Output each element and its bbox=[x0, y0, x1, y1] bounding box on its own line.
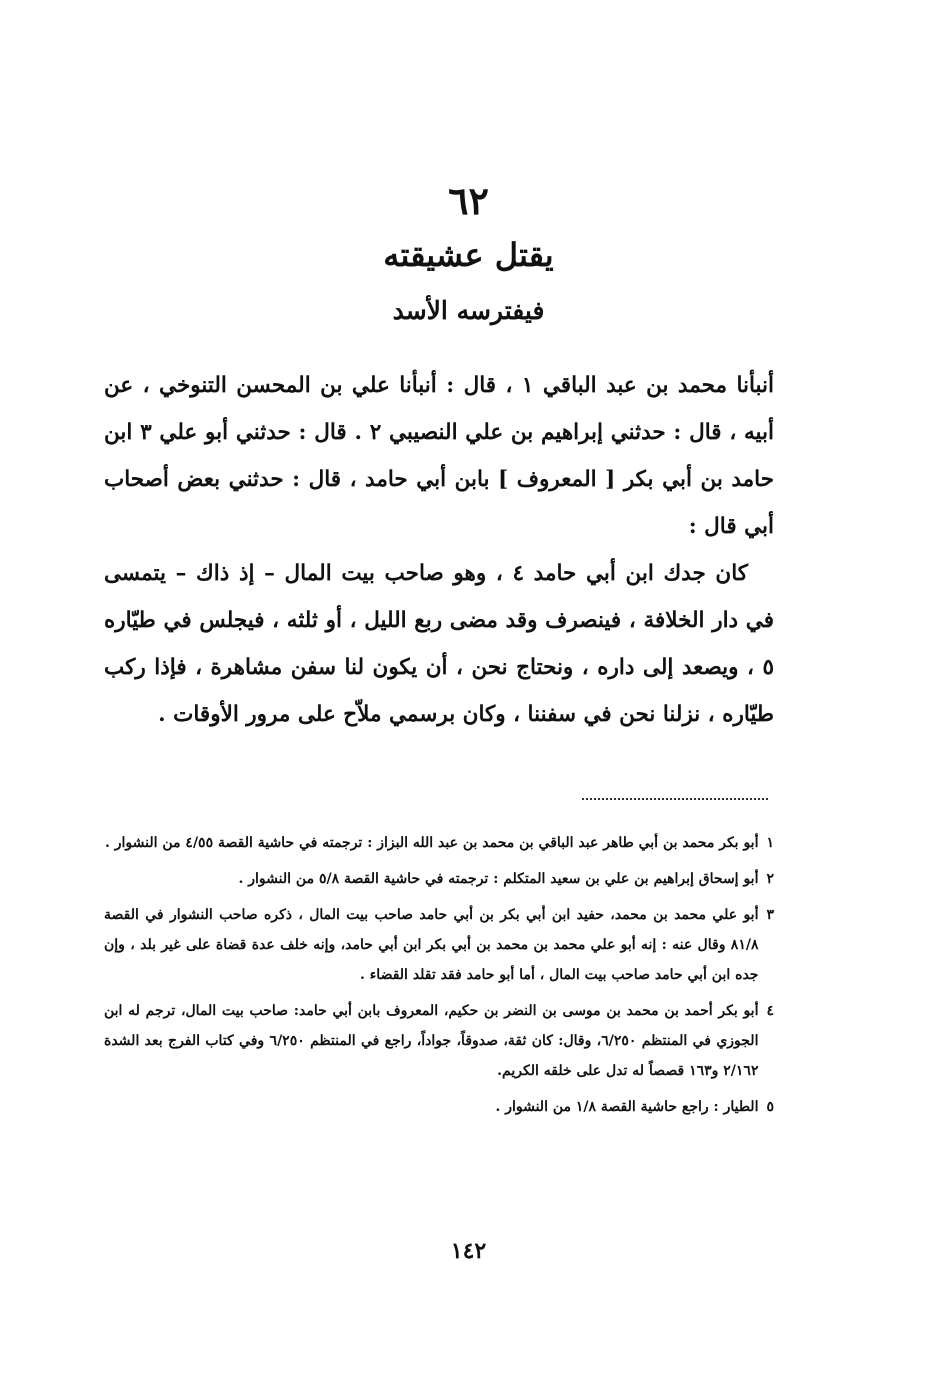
footnote-text: أبو علي محمد بن محمد، حفيد ابن أبي بكر بن أبي حامد صاحب بيت المال ، ذكره صاحب النشوار في القصة ٨١/٨ وقال عنه : إنه أبو علي محمد بن محمد بن أبي بكر ابن أبي حامد، وإنه خلف عدة قضاة على غير بلد ، وإن جده ابن أبي حامد صاحب بيت المال ، أما أبو حامد فقد تقلد القضاء . bbox=[104, 907, 759, 983]
footnotes bbox=[104, 828, 774, 1128]
footnote-text: الطيار : راجع حاشية القصة ١/٨ من النشوار . bbox=[495, 1099, 759, 1115]
footnote-item bbox=[104, 864, 774, 894]
footnote-item bbox=[104, 996, 774, 1086]
story-subtitle: فيفترسه الأسد bbox=[392, 296, 545, 325]
footnote-item bbox=[104, 900, 774, 990]
footnote-number: ٥ bbox=[766, 1099, 774, 1115]
footnote-text: أبو إسحاق إبراهيم بن علي بن سعيد المتكلم : ترجمته في حاشية القصة ٥/٨ من النشوار . bbox=[238, 871, 759, 887]
footnote-number: ١ bbox=[766, 835, 774, 851]
footnote-item bbox=[104, 1092, 774, 1122]
footnote-number: ٢ bbox=[766, 871, 774, 887]
story-number: ٦٢ bbox=[448, 178, 489, 223]
footnote-number: ٤ bbox=[766, 1003, 774, 1019]
story-body bbox=[104, 362, 774, 738]
footnote-divider bbox=[582, 798, 768, 800]
footnote-number: ٣ bbox=[766, 907, 774, 923]
paragraph-narrative: كان جدك ابن أبي حامد ٤ ، وهو صاحب بيت المال – إذ ذاك – يتمسى في دار الخلافة ، فينصرف وقد مضى ربع الليل ، أو ثلثه ، فيجلس في طيّاره ٥ ، ويصعد إلى داره ، ونحتاج نحن ، أن يكون لنا سفن مشاهرة ، فإذا ركب طيّاره ، نزلنا نحن في سفننا ، وكان برسمي ملاّح على مرور الأوقات . bbox=[104, 561, 774, 727]
paragraph-isnad: أنبأنا محمد بن عبد الباقي ١ ، قال : أنبأنا علي بن المحسن التنوخي ، عن أبيه ، قال : حدثني إبراهيم بن علي النصيبي ٢ . قال : حدثني أبو علي ٣ ابن حامد بن أبي بكر [ المعروف ] بابن أبي حامد ، قال : حدثني بعض أصحاب أبي قال : bbox=[104, 373, 774, 539]
story-title: يقتل عشيقته bbox=[383, 236, 554, 274]
footnote-text: أبو بكر أحمد بن محمد بن موسى بن النضر بن حكيم، المعروف بابن أبي حامد: صاحب بيت المال، ترجم له ابن الجوزي في المنتظم ٦/٢٥٠، وقال: كان ثقة، صدوقاً، جواداً، راجع في المنتظم ٦/٢٥٠ وفي كتاب الفرج بعد الشدة ٢/١٦٢ و١٦٣ قصصاً له تدل على خلقه الكريم. bbox=[104, 1003, 759, 1079]
footnote-item bbox=[104, 828, 774, 858]
page-number: ١٤٢ bbox=[450, 1238, 487, 1264]
footnote-text: أبو بكر محمد بن أبي طاهر عبد الباقي بن محمد بن عبد الله البزاز : ترجمته في حاشية القصة ٤/٥٥ من النشوار . bbox=[105, 835, 759, 851]
